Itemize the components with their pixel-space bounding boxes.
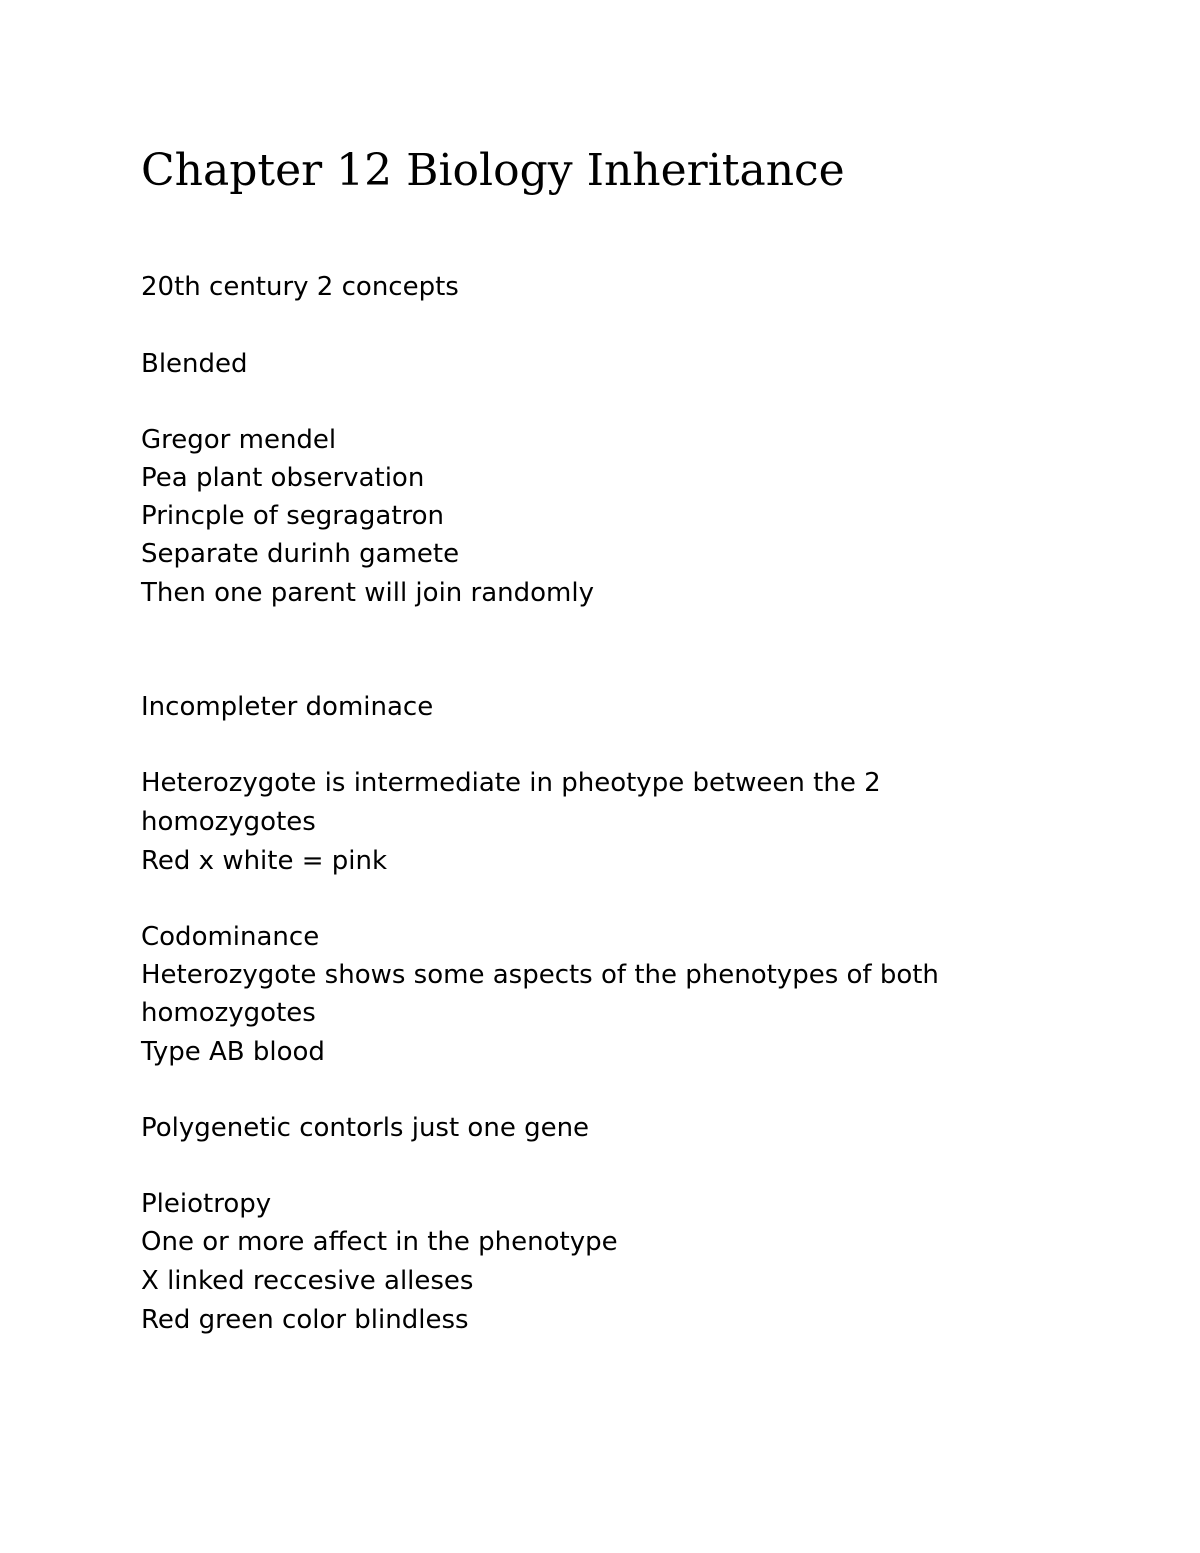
text-line: Incompleter dominace <box>141 692 434 722</box>
text-line: Blended <box>141 349 248 379</box>
text-line: Separate durinh gamete <box>141 539 460 569</box>
text-line: Princple of segragatron <box>141 501 445 531</box>
text-line: X linked reccesive alleses <box>141 1266 474 1296</box>
text-line: homozygotes <box>141 807 316 837</box>
text-line: Type AB blood <box>141 1037 325 1067</box>
document-title: Chapter 12 Biology Inheritance <box>141 145 845 196</box>
text-line: Red green color blindless <box>141 1305 469 1335</box>
text-line: Gregor mendel <box>141 425 337 455</box>
text-line: Then one parent will join randomly <box>141 578 594 608</box>
text-line: Heterozygote shows some aspects of the phenotypes of both <box>141 960 939 990</box>
text-line: Codominance <box>141 922 320 952</box>
text-line: One or more affect in the phenotype <box>141 1227 618 1257</box>
text-line: Heterozygote is intermediate in pheotype between the 2 <box>141 768 881 798</box>
text-line: Red x white = pink <box>141 846 388 876</box>
text-line: Polygenetic contorls just one gene <box>141 1113 590 1143</box>
text-line: Pleiotropy <box>141 1189 272 1219</box>
text-line: Pea plant observation <box>141 463 425 493</box>
text-line: homozygotes <box>141 998 316 1028</box>
text-line: 20th century 2 concepts <box>141 272 459 302</box>
